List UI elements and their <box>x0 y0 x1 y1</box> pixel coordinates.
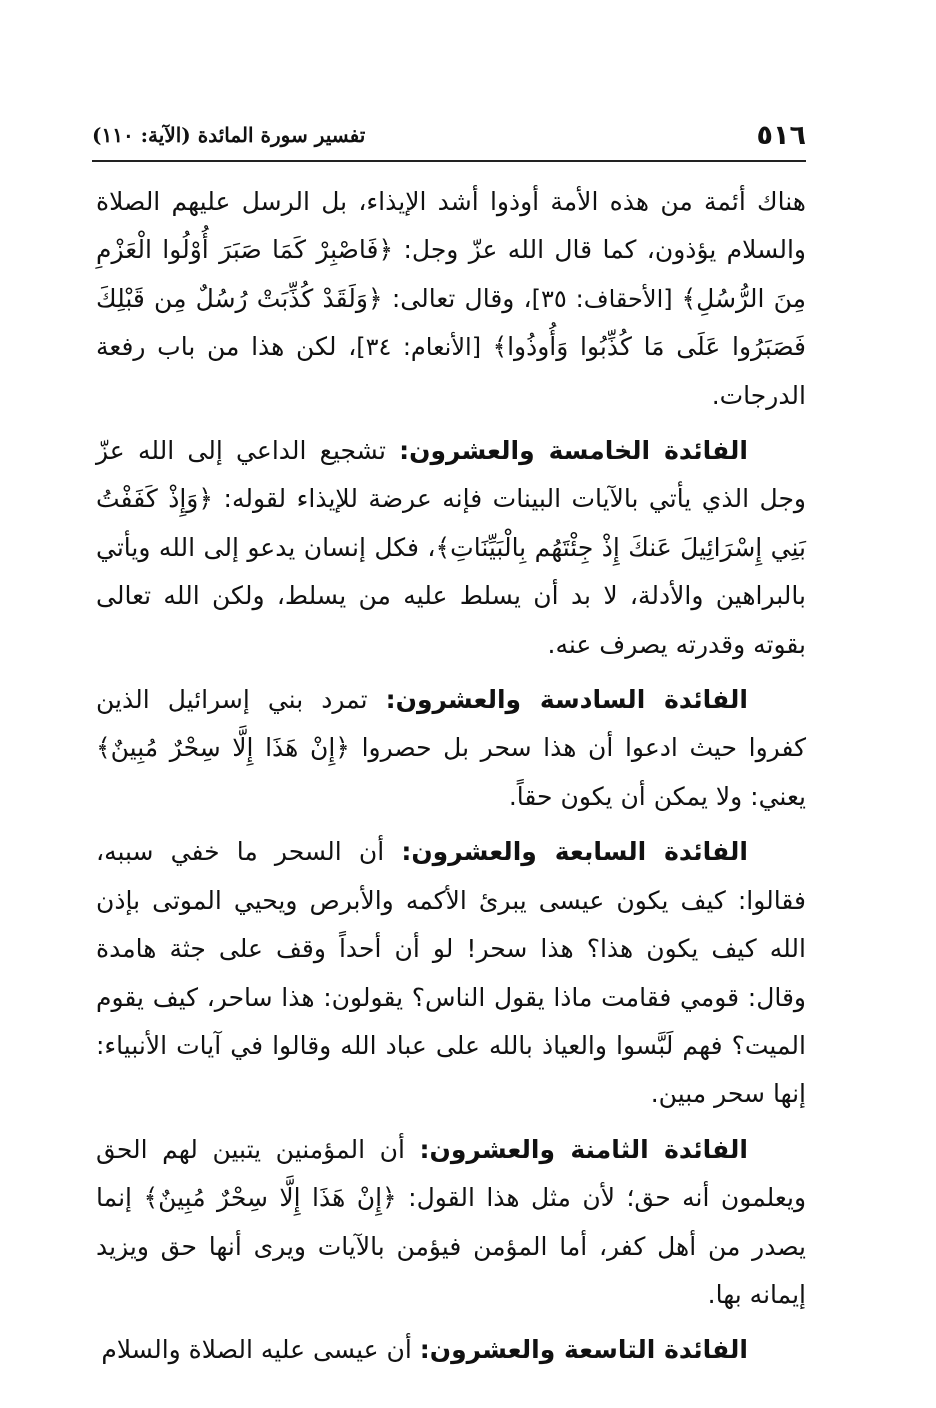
paragraph-text: أن السحر ما خفي سببه، فقالوا: كيف يكون عيسى يبرئ الأكمه والأبرص ويحيي الموتى بإذن الله كيف يكون هذا؟ هذا سحر! لو أن أحداً وقف على جثة هامدة وقال: قومي فقامت ماذا يقول الناس؟ يقولون: هذا ساحر، كيف يقوم الميت؟ فهم لَبَّسوا والعياذ بالله على عباد الله وقالوا في آيات الأنبياء: إنها سحر مبين. <box>96 837 806 1109</box>
quran-verse: ﴿فَاصْبِرْ كَمَا صَبَرَ أُوْلُوا الْعَزْمِ مِنَ الرُّسُلِ﴾ <box>96 235 807 313</box>
paragraph-text: ، فكل إنسان يدعو إلى الله ويأتي بالبراهين والأدلة، لا بد أن يسلط عليه من يسلط، ولكن الله تعالى بقوته وقدرته يصرف عنه. <box>96 532 806 659</box>
verse-citation: [الأحقاف: ٣٥] <box>531 284 682 313</box>
benefit-heading: الفائدة الثامنة والعشرون: <box>419 1134 748 1164</box>
running-title: تفسير سورة المائدة (الآية: ١١٠) <box>92 123 366 147</box>
paragraph-benefit-27 <box>96 828 806 1118</box>
quran-verse: ﴿وَلَقَدْ كُذِّبَتْ رُسُلٌ مِن قَبْلِكَ فَصَبَرُوا عَلَى مَا كُذِّبُوا وَأُوذُوا﴾ <box>96 283 806 362</box>
quran-verse: ﴿وَإِذْ كَفَفْتُ بَنِي إِسْرَائِيلَ عَنكَ إِذْ جِئْتَهُم بِالْبَيِّنَاتِ﴾ <box>96 484 806 562</box>
paragraph-text: هناك أئمة من هذه الأمة أوذوا أشد الإيذاء، بل الرسل عليهم الصلاة والسلام يؤذون، كما قال الله عزّ وجل: <box>96 187 807 265</box>
paragraph-benefit-28 <box>96 1126 806 1320</box>
header-divider <box>92 160 806 162</box>
benefit-heading: الفائدة الخامسة والعشرون: <box>399 436 748 466</box>
page-body <box>96 178 806 1382</box>
paragraph-text: أن المؤمنين يتبين لهم الحق ويعلمون أنه حق؛ لأن مثل هذا القول: <box>96 1134 807 1213</box>
quran-verse: ﴿إِنْ هَذَا إِلَّا سِحْرٌ مُبِينٌ﴾ <box>96 733 350 763</box>
page-number: ٥١٦ <box>756 119 806 151</box>
paragraph-text: تمرد بني إسرائيل الذين كفروا حيث ادعوا أن هذا سحر بل حصروا <box>96 685 806 763</box>
paragraph-text: ، لكن هذا من باب رفعة الدرجات. <box>96 332 806 410</box>
paragraph-text: ، وقال تعالى: <box>382 283 532 313</box>
paragraph-benefit-26 <box>96 676 806 821</box>
paragraph-benefit-25 <box>96 427 806 669</box>
paragraph-benefit-29 <box>96 1326 806 1374</box>
quran-verse: ﴿إِنْ هَذَا إِلَّا سِحْرٌ مُبِينٌ﴾ <box>143 1183 397 1213</box>
benefit-heading: الفائدة السادسة والعشرون: <box>385 685 748 715</box>
paragraph-text: إنما يصدر من أهل كفر، أما المؤمن فيؤمن بالآيات ويرى أنها حق ويزيد إيمانه بها. <box>96 1183 806 1309</box>
paragraph-text: تشجيع الداعي إلى الله عزّ وجل الذي يأتي بالآيات البينات فإنه عرضة للإيذاء لقوله: <box>96 436 806 514</box>
page-header <box>92 112 806 158</box>
verse-citation: [الأنعام: ٣٤] <box>356 333 493 362</box>
paragraph-text: يعني: ولا يمكن أن يكون حقاً. <box>508 781 806 811</box>
paragraph-1 <box>96 178 806 420</box>
benefit-heading: الفائدة التاسعة والعشرون: <box>419 1335 748 1365</box>
benefit-heading: الفائدة السابعة والعشرون: <box>401 837 748 867</box>
paragraph-text: أن عيسى عليه الصلاة والسلام <box>101 1335 420 1365</box>
